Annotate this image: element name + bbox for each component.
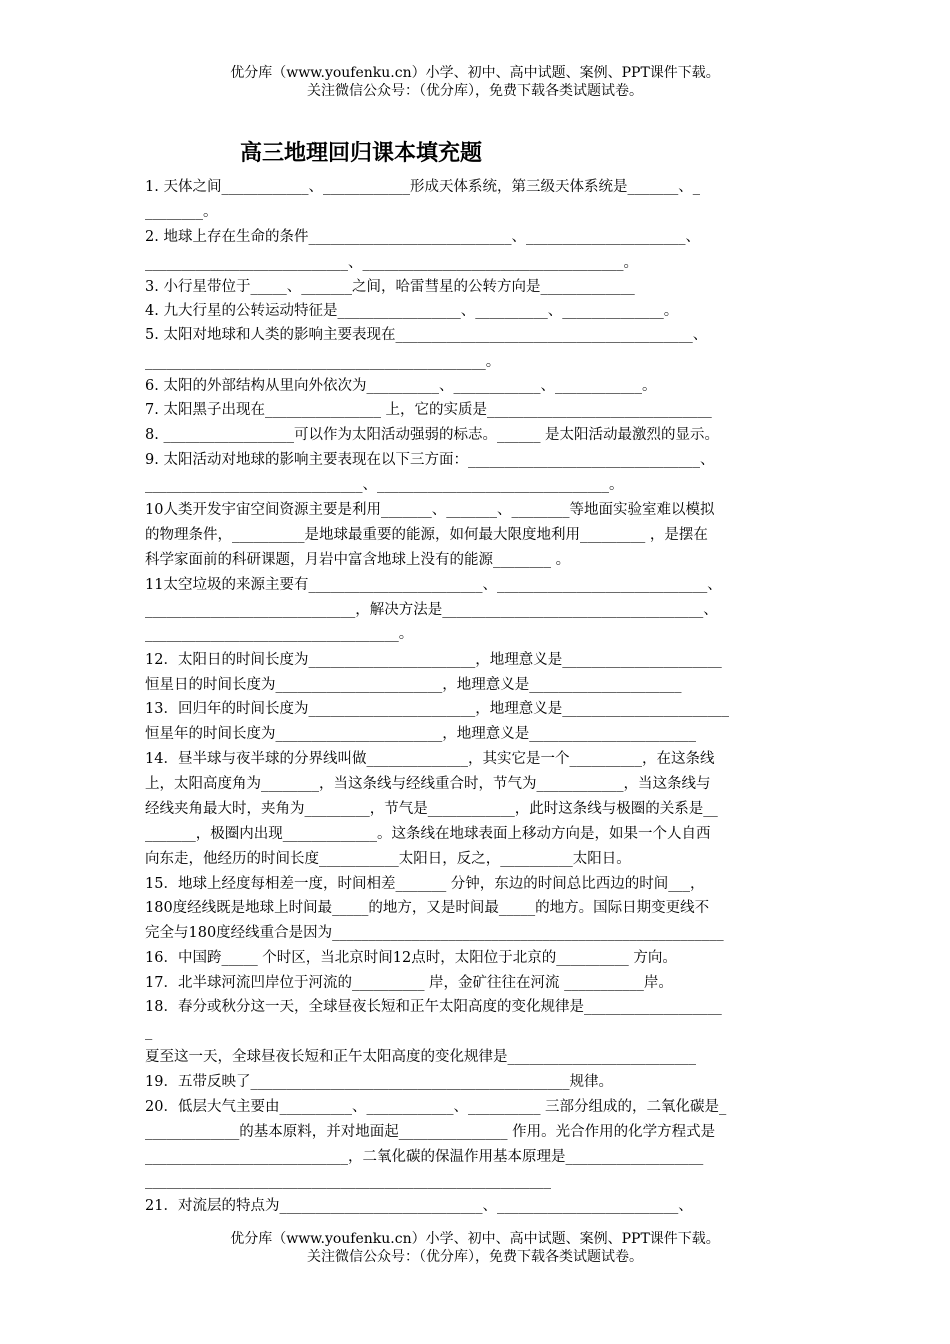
header-line-1: 优分库（www.youfenku.cn）小学、初中、高中试题、案例、PPT课件下载。 <box>230 65 720 81</box>
question-line: 4. 九大行星的公转运动特征是_________________、__________、______________。 <box>145 303 679 319</box>
question-line: 恒星年的时间长度为_______________________，地理意义是_______________________ <box>145 726 696 742</box>
question-line: 9. 太阳活动对地球的影响主要表现在以下三方面：________________________________、 <box>145 452 715 468</box>
question-line: _____________的基本原料，并对地面起_______________ 作用。光合作用的化学方程式是 <box>145 1124 716 1140</box>
question-line: ________。 <box>145 204 218 220</box>
question-line: 180度经线既是地球上时间最_____的地方，又是时间最_____的地方。国际日期变更线不 <box>145 900 710 916</box>
question-line: ____________________________、____________________________________。 <box>145 255 638 271</box>
question-line: 11太空垃圾的来源主要有________________________、_____________________________、 <box>145 577 722 593</box>
question-line: _____________________________，解决方法是____________________________________、 <box>145 602 718 618</box>
question-line: 科学家面前的科研课题，月岩中富含地球上没有的能源________ 。 <box>145 552 571 568</box>
question-line: 1. 天体之间____________、____________形成天体系统，第三级天体系统是_______、_ <box>145 179 700 195</box>
question-line: 21．对流层的特点为____________________________、_________________________、 <box>145 1198 693 1214</box>
question-line: 上，太阳高度角为________，当这条线与经线重合时，节气为____________，当这条线与 <box>145 776 711 792</box>
question-line: 6. 太阳的外部结构从里向外依次为__________、____________、____________。 <box>145 378 657 394</box>
question-line: ____________________________，二氧化碳的保温作用基本原理是___________________ <box>145 1149 704 1165</box>
question-line: 3. 小行星带位于_____、_______之间，哈雷彗星的公转方向是_____________ <box>145 279 635 295</box>
question-line: ________________________________________________________ <box>145 1173 551 1189</box>
question-line: 18．春分或秋分这一天，全球昼夜长短和正午太阳高度的变化规律是___________________ <box>145 999 722 1015</box>
question-line: 夏至这一天，全球昼夜长短和正午太阳高度的变化规律是__________________________ <box>145 1049 696 1065</box>
question-line: 向东走，他经历的时间长度___________太阳日，反之，__________太阳日。 <box>145 851 631 867</box>
question-line: 10人类开发宇宙空间资源主要是利用_______、_______、________等地面实验室难以模拟 <box>145 502 715 518</box>
page-title: 高三地理回归课本填充题 <box>240 141 483 166</box>
question-line: ______________________________、________________________________。 <box>145 477 624 493</box>
footer-line-2: 关注微信公众号：（优分库），免费下载各类试题试卷。 <box>307 1249 643 1265</box>
question-line: 15．地球上经度每相差一度，时间相差_______ 分钟，东边的时间总比西边的时间___， <box>145 876 705 892</box>
question-line: 恒星日的时间长度为_______________________，地理意义是_____________________ <box>145 677 682 693</box>
header-line-2: 关注微信公众号：（优分库），免费下载各类试题试卷。 <box>307 83 643 99</box>
footer-line-1: 优分库（www.youfenku.cn）小学、初中、高中试题、案例、PPT课件下载。 <box>230 1231 720 1247</box>
question-line: _______，极圈内出现_____________。这条线在地球表面上移动方向是，如果一个人自西 <box>145 826 711 842</box>
question-line: 16．中国跨_____ 个时区，当北京时间12点时，太阳位于北京的__________ 方向。 <box>145 950 677 966</box>
question-line: _______________________________________________。 <box>145 354 501 370</box>
question-line: _ <box>145 1024 153 1040</box>
question-line: 20．低层大气主要由__________、____________、__________ 三部分组成的，二氧化碳是_ <box>145 1099 727 1115</box>
question-line: ___________________________________。 <box>145 626 414 642</box>
question-line: 2. 地球上存在生命的条件____________________________、______________________、 <box>145 229 700 245</box>
question-line: 7. 太阳黑子出现在________________ 上，它的实质是_______________________________ <box>145 402 712 418</box>
question-line: 12．太阳日的时间长度为_______________________，地理意义是______________________ <box>145 652 722 668</box>
question-line: 完全与180度经线重合是因为______________________________________________________ <box>145 925 724 941</box>
question-line: 的物理条件，__________是地球最重要的能源，如何最大限度地利用_________ ，是摆在 <box>145 527 708 543</box>
question-line: 13．回归年的时间长度为_______________________，地理意义是_______________________ <box>145 701 729 717</box>
question-line: 经线夹角最大时，夹角为_________，节气是____________，此时这条线与极圈的关系是__ <box>145 801 718 817</box>
question-line: 8. __________________可以作为太阳活动强弱的标志。______ 是太阳活动最激烈的显示。 <box>145 427 720 443</box>
question-line: 19．五带反映了____________________________________________规律。 <box>145 1074 613 1090</box>
question-line: 5. 太阳对地球和人类的影响主要表现在_________________________________________、 <box>145 327 708 343</box>
question-line: 14．昼半球与夜半球的分界线叫做______________，其实它是一个__________，在这条线 <box>145 751 715 767</box>
question-line: 17．北半球河流凹岸位于河流的__________ 岸，金矿往往在河流 ___________岸。 <box>145 975 673 991</box>
